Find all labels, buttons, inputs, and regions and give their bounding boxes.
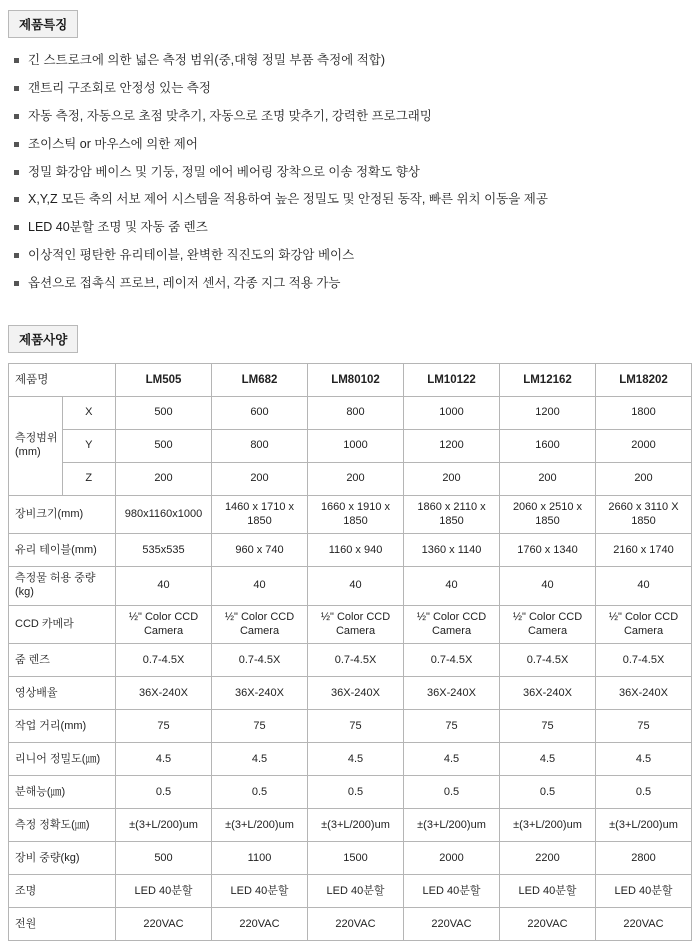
table-cell: 0.7-4.5X bbox=[500, 644, 596, 677]
table-cell: ½" Color CCD Camera bbox=[596, 605, 692, 644]
table-row bbox=[9, 743, 692, 776]
table-cell: 1000 bbox=[308, 429, 404, 462]
table-cell: 75 bbox=[500, 710, 596, 743]
row-label: 전원 bbox=[9, 908, 116, 941]
table-cell: 200 bbox=[308, 462, 404, 495]
row-label-line1: 측정범위 bbox=[15, 432, 58, 445]
table-cell: 2800 bbox=[596, 842, 692, 875]
table-row bbox=[9, 677, 692, 710]
column-header-model: LM80102 bbox=[308, 363, 404, 396]
table-cell: 2000 bbox=[596, 429, 692, 462]
table-cell: 980x1160x1000 bbox=[116, 495, 212, 534]
table-cell: 4.5 bbox=[116, 743, 212, 776]
table-cell: 220VAC bbox=[596, 908, 692, 941]
row-label: 측정물 허용 중량(kg) bbox=[9, 567, 116, 606]
row-label: 조명 bbox=[9, 875, 116, 908]
table-cell: 2060 x 2510 x 1850 bbox=[500, 495, 596, 534]
table-cell: 36X-240X bbox=[404, 677, 500, 710]
table-cell: 4.5 bbox=[404, 743, 500, 776]
spec-table-body bbox=[9, 396, 692, 941]
table-cell: 1660 x 1910 x 1850 bbox=[308, 495, 404, 534]
table-cell: 36X-240X bbox=[116, 677, 212, 710]
column-header-model: LM18202 bbox=[596, 363, 692, 396]
table-cell: 535x535 bbox=[116, 534, 212, 567]
column-header-model: LM12162 bbox=[500, 363, 596, 396]
column-header-model: LM10122 bbox=[404, 363, 500, 396]
table-cell: 36X-240X bbox=[500, 677, 596, 710]
table-cell: 500 bbox=[116, 429, 212, 462]
feature-item: 정밀 화강암 베이스 및 기둥, 정밀 에어 베어링 장착으로 이송 정확도 향상 bbox=[14, 164, 700, 181]
table-cell: 40 bbox=[404, 567, 500, 606]
table-cell: 0.5 bbox=[212, 776, 308, 809]
table-cell: 0.5 bbox=[308, 776, 404, 809]
table-cell: 40 bbox=[308, 567, 404, 606]
table-cell: 800 bbox=[308, 396, 404, 429]
table-cell: ½" Color CCD Camera bbox=[308, 605, 404, 644]
table-cell: 1360 x 1140 bbox=[404, 534, 500, 567]
feature-item: 조이스틱 or 마우스에 의한 제어 bbox=[14, 136, 700, 153]
feature-item: 자동 측정, 자동으로 초점 맞추기, 자동으로 조명 맞추기, 강력한 프로그래밍 bbox=[14, 108, 700, 125]
specs-heading: 제품사양 bbox=[8, 325, 78, 353]
table-cell: 1860 x 2110 x 1850 bbox=[404, 495, 500, 534]
table-cell: 1500 bbox=[308, 842, 404, 875]
table-cell: 500 bbox=[116, 842, 212, 875]
table-cell: 220VAC bbox=[116, 908, 212, 941]
table-cell: ±(3+L/200)um bbox=[212, 809, 308, 842]
row-label-measuring-range bbox=[9, 396, 63, 495]
spec-table-header bbox=[9, 363, 692, 396]
table-row bbox=[9, 429, 692, 462]
row-label: 작업 거리(mm) bbox=[9, 710, 116, 743]
table-cell: ±(3+L/200)um bbox=[308, 809, 404, 842]
table-cell: 200 bbox=[596, 462, 692, 495]
table-cell: 2660 x 3110 X 1850 bbox=[596, 495, 692, 534]
feature-list bbox=[0, 52, 700, 292]
table-cell: 2200 bbox=[500, 842, 596, 875]
table-cell: LED 40분할 bbox=[116, 875, 212, 908]
table-cell: 0.5 bbox=[404, 776, 500, 809]
table-cell: 1800 bbox=[596, 396, 692, 429]
table-cell: 2000 bbox=[404, 842, 500, 875]
feature-item: 갠트리 구조회로 안정성 있는 측정 bbox=[14, 80, 700, 97]
specifications-table bbox=[8, 363, 692, 941]
table-cell: 0.7-4.5X bbox=[116, 644, 212, 677]
table-cell: 1160 x 940 bbox=[308, 534, 404, 567]
table-row bbox=[9, 644, 692, 677]
table-row bbox=[9, 462, 692, 495]
table-cell: 1460 x 1710 x 1850 bbox=[212, 495, 308, 534]
table-row bbox=[9, 842, 692, 875]
table-cell: 2160 x 1740 bbox=[596, 534, 692, 567]
table-cell: 1600 bbox=[500, 429, 596, 462]
table-row bbox=[9, 396, 692, 429]
row-label: 측정 정확도(㎛) bbox=[9, 809, 116, 842]
table-cell: LED 40분할 bbox=[308, 875, 404, 908]
column-header-model: LM682 bbox=[212, 363, 308, 396]
table-cell: 0.7-4.5X bbox=[212, 644, 308, 677]
table-cell: 200 bbox=[500, 462, 596, 495]
row-label: 유리 테이블(mm) bbox=[9, 534, 116, 567]
table-cell: 1760 x 1340 bbox=[500, 534, 596, 567]
table-row bbox=[9, 875, 692, 908]
table-cell: ½" Color CCD Camera bbox=[500, 605, 596, 644]
row-label: 리니어 정밀도(㎛) bbox=[9, 743, 116, 776]
table-row bbox=[9, 710, 692, 743]
table-cell: 0.7-4.5X bbox=[404, 644, 500, 677]
table-cell: ±(3+L/200)um bbox=[404, 809, 500, 842]
table-row bbox=[9, 534, 692, 567]
table-cell: 1200 bbox=[404, 429, 500, 462]
table-cell: 40 bbox=[596, 567, 692, 606]
table-cell: LED 40분할 bbox=[212, 875, 308, 908]
table-cell: LED 40분할 bbox=[596, 875, 692, 908]
table-cell: 0.5 bbox=[116, 776, 212, 809]
feature-item: 옵션으로 접촉식 프로브, 레이저 센서, 각종 지그 적용 가능 bbox=[14, 275, 700, 292]
table-cell: 220VAC bbox=[308, 908, 404, 941]
table-cell: LED 40분할 bbox=[500, 875, 596, 908]
table-cell: ½" Color CCD Camera bbox=[212, 605, 308, 644]
table-cell: LED 40분할 bbox=[404, 875, 500, 908]
table-cell: 40 bbox=[212, 567, 308, 606]
table-row bbox=[9, 908, 692, 941]
table-cell: 40 bbox=[116, 567, 212, 606]
row-label: 줌 렌즈 bbox=[9, 644, 116, 677]
table-cell: 220VAC bbox=[212, 908, 308, 941]
table-cell: 36X-240X bbox=[308, 677, 404, 710]
table-cell: 4.5 bbox=[596, 743, 692, 776]
table-cell: 75 bbox=[308, 710, 404, 743]
table-cell: 800 bbox=[212, 429, 308, 462]
table-cell: 1000 bbox=[404, 396, 500, 429]
table-row bbox=[9, 567, 692, 606]
axis-label: X bbox=[62, 396, 116, 429]
table-cell: 40 bbox=[500, 567, 596, 606]
table-cell: 36X-240X bbox=[212, 677, 308, 710]
row-label: 장비 중량(kg) bbox=[9, 842, 116, 875]
table-cell: ½" Color CCD Camera bbox=[404, 605, 500, 644]
table-row bbox=[9, 605, 692, 644]
row-label: 장비크기(mm) bbox=[9, 495, 116, 534]
table-header-row bbox=[9, 363, 692, 396]
table-cell: 75 bbox=[116, 710, 212, 743]
table-row bbox=[9, 809, 692, 842]
table-cell: 0.7-4.5X bbox=[596, 644, 692, 677]
table-cell: 36X-240X bbox=[596, 677, 692, 710]
feature-item: 이상적인 평탄한 유리테이블, 완벽한 직진도의 화강암 베이스 bbox=[14, 247, 700, 264]
table-cell: 1100 bbox=[212, 842, 308, 875]
table-cell: ±(3+L/200)um bbox=[116, 809, 212, 842]
table-cell: 0.5 bbox=[500, 776, 596, 809]
table-cell: 4.5 bbox=[308, 743, 404, 776]
table-cell: 0.5 bbox=[596, 776, 692, 809]
column-header-name: 제품명 bbox=[9, 363, 116, 396]
features-heading: 제품특징 bbox=[8, 10, 78, 38]
table-cell: 0.7-4.5X bbox=[308, 644, 404, 677]
table-cell: ½" Color CCD Camera bbox=[116, 605, 212, 644]
table-cell: 220VAC bbox=[404, 908, 500, 941]
table-cell: 75 bbox=[404, 710, 500, 743]
table-row bbox=[9, 776, 692, 809]
table-cell: ±(3+L/200)um bbox=[500, 809, 596, 842]
table-cell: ±(3+L/200)um bbox=[596, 809, 692, 842]
row-label: 분해능(㎛) bbox=[9, 776, 116, 809]
feature-item: X,Y,Z 모든 축의 서보 제어 시스템을 적용하여 높은 정밀도 및 안정된 동작, 빠른 위치 이동을 제공 bbox=[14, 191, 700, 208]
feature-item: 긴 스트로크에 의한 넓은 측정 범위(중,대형 정밀 부품 측정에 적합) bbox=[14, 52, 700, 69]
feature-item: LED 40분할 조명 및 자동 줌 렌즈 bbox=[14, 219, 700, 236]
table-row bbox=[9, 495, 692, 534]
table-cell: 200 bbox=[212, 462, 308, 495]
table-cell: 1200 bbox=[500, 396, 596, 429]
table-cell: 75 bbox=[212, 710, 308, 743]
table-cell: 960 x 740 bbox=[212, 534, 308, 567]
row-label: 영상배율 bbox=[9, 677, 116, 710]
table-cell: 4.5 bbox=[212, 743, 308, 776]
table-cell: 220VAC bbox=[500, 908, 596, 941]
row-label: CCD 카메라 bbox=[9, 605, 116, 644]
table-cell: 200 bbox=[116, 462, 212, 495]
row-label-line2: (mm) bbox=[15, 445, 41, 458]
table-cell: 4.5 bbox=[500, 743, 596, 776]
column-header-model: LM505 bbox=[116, 363, 212, 396]
specs-heading-wrap bbox=[0, 303, 700, 353]
axis-label: Y bbox=[62, 429, 116, 462]
table-cell: 500 bbox=[116, 396, 212, 429]
table-cell: 600 bbox=[212, 396, 308, 429]
table-cell: 75 bbox=[596, 710, 692, 743]
axis-label: Z bbox=[62, 462, 116, 495]
table-cell: 200 bbox=[404, 462, 500, 495]
features-heading-wrap bbox=[0, 0, 700, 38]
